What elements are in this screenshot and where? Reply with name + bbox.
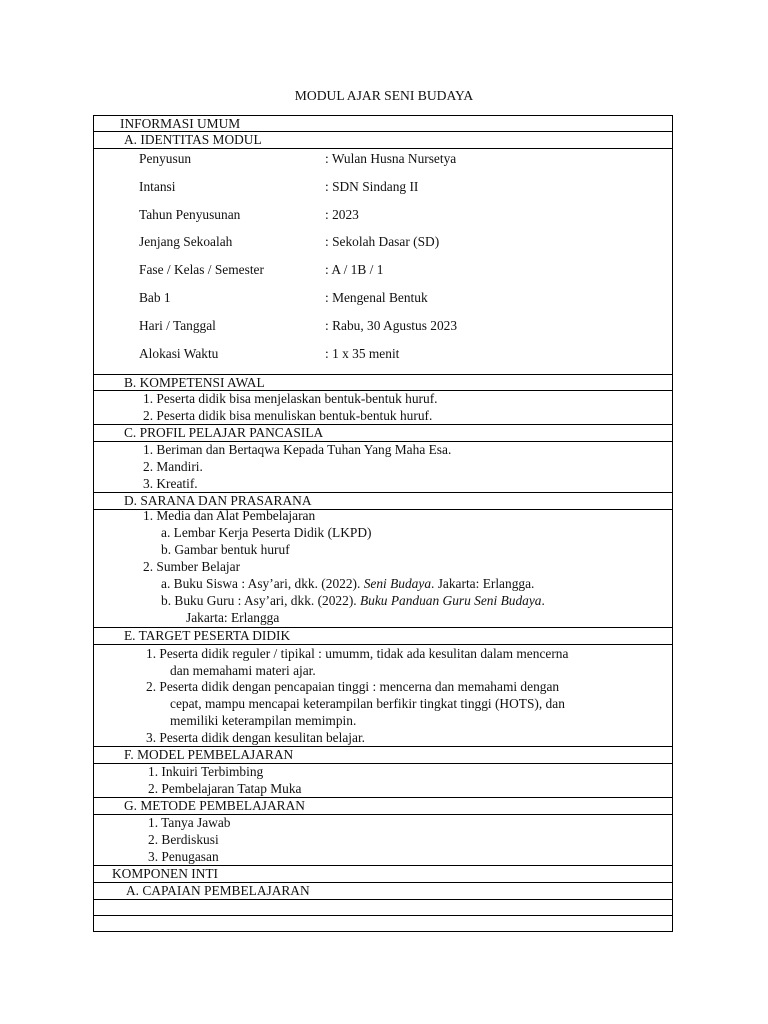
kompetensi-heading: B. KOMPETENSI AWAL [124, 375, 265, 390]
list-item: a. Lembar Kerja Peserta Didik (LKPD) [161, 525, 372, 540]
metode-body [93, 815, 673, 866]
target-heading: E. TARGET PESERTA DIDIK [124, 628, 291, 643]
sarana-heading: D. SARANA DAN PRASARANA [124, 493, 312, 508]
list-item: 1. Tanya Jawab [148, 815, 231, 830]
buku-siswa-item [161, 576, 534, 592]
profil-heading-row [93, 425, 673, 442]
identitas-value: : Wulan Husna Nursetya [325, 151, 457, 166]
identitas-label: Alokasi Waktu [139, 346, 219, 361]
empty-row [93, 900, 673, 916]
capaian-heading-row [93, 883, 673, 900]
identitas-value: : A / 1B / 1 [325, 262, 384, 277]
list-item: 1. Peserta didik bisa menjelaskan bentuk-bentuk huruf. [143, 391, 438, 406]
list-item: 1. Media dan Alat Pembelajaran [143, 508, 316, 523]
model-heading: F. MODEL PEMBELAJARAN [124, 747, 294, 762]
identitas-value: : Sekolah Dasar (SD) [325, 234, 440, 249]
list-item-cont: cepat, mampu mencapai keterampilan berfikir tingkat tinggi (HOTS), dan [170, 696, 565, 711]
list-item: 1. Peserta didik reguler / tipikal : umumm, tidak ada kesulitan dalam mencerna [146, 646, 569, 661]
identitas-value: : Mengenal Bentuk [325, 290, 428, 305]
buku-guru-title: Buku Panduan Guru Seni Budaya [359, 593, 542, 608]
list-item: 2. Peserta didik dengan pencapaian tinggi : mencerna dan memahami dengan [146, 679, 560, 694]
identitas-label: Fase / Kelas / Semester [139, 262, 264, 277]
identitas-label: Bab 1 [139, 290, 171, 305]
list-item: 2. Pembelajaran Tatap Muka [148, 781, 302, 796]
identitas-label: Intansi [139, 179, 176, 194]
buku-guru-punct: . [541, 593, 545, 608]
model-heading-row [93, 747, 673, 764]
identitas-label: Hari / Tanggal [139, 318, 216, 333]
metode-heading-row [93, 798, 673, 815]
buku-guru-text: b. Buku Guru : Asy’ari, dkk. (2022). [161, 593, 360, 608]
buku-guru-item [161, 593, 545, 609]
identitas-label: Tahun Penyusunan [139, 207, 241, 222]
content-table [93, 374, 673, 932]
list-item: b. Gambar bentuk huruf [161, 542, 290, 557]
identitas-value: : SDN Sindang II [325, 179, 419, 194]
list-item: 3. Peserta didik dengan kesulitan belajar. [146, 730, 366, 745]
list-item: 2. Peserta didik bisa menuliskan bentuk-bentuk huruf. [143, 408, 433, 423]
info-umum-heading: INFORMASI UMUM [120, 116, 241, 131]
list-item-cont: dan memahami materi ajar. [170, 663, 316, 678]
empty-row [93, 916, 673, 932]
target-heading-row [93, 628, 673, 645]
info-table [93, 115, 673, 375]
metode-heading: G. METODE PEMBELAJARAN [124, 798, 305, 813]
buku-siswa-title: Seni Budaya [363, 576, 432, 591]
list-item: 2. Berdiskusi [148, 832, 219, 847]
list-item: 1. Inkuiri Terbimbing [148, 764, 264, 779]
buku-siswa-text: a. Buku Siswa : Asy’ari, dkk. (2022). [161, 576, 364, 591]
profil-heading: C. PROFIL PELAJAR PANCASILA [124, 425, 324, 440]
list-item: 2. Mandiri. [143, 459, 203, 474]
target-body [93, 645, 673, 747]
identitas-value: : 2023 [325, 207, 359, 222]
kompetensi-heading-row [93, 374, 673, 391]
identitas-value: : 1 x 35 menit [325, 346, 400, 361]
list-item: 2. Sumber Belajar [143, 559, 241, 574]
identitas-heading: A. IDENTITAS MODUL [124, 132, 262, 147]
identitas-value: : Rabu, 30 Agustus 2023 [325, 318, 458, 333]
komponen-inti-row [93, 866, 673, 883]
list-item: 3. Kreatif. [143, 476, 198, 491]
profil-body [93, 442, 673, 493]
info-umum-row [93, 115, 673, 132]
list-item-cont: memiliki keterampilan memimpin. [170, 713, 357, 728]
sarana-body [93, 510, 673, 628]
page-title: MODUL AJAR SENI BUDAYA [294, 88, 474, 103]
identitas-label: Penyusun [139, 151, 192, 166]
buku-guru-cont: Jakarta: Erlangga [186, 610, 280, 625]
model-body [93, 764, 673, 798]
buku-siswa-publisher: . Jakarta: Erlangga. [431, 576, 535, 591]
list-item: 1. Beriman dan Bertaqwa Kepada Tuhan Yang Maha Esa. [143, 442, 452, 457]
list-item: 3. Penugasan [148, 849, 219, 864]
identitas-heading-row [93, 132, 673, 149]
identitas-body [93, 149, 673, 375]
capaian-heading: A. CAPAIAN PEMBELAJARAN [126, 883, 310, 898]
komponen-inti-heading: KOMPONEN INTI [112, 866, 219, 881]
kompetensi-body [93, 391, 673, 425]
identitas-label: Jenjang Sekoalah [139, 234, 233, 249]
